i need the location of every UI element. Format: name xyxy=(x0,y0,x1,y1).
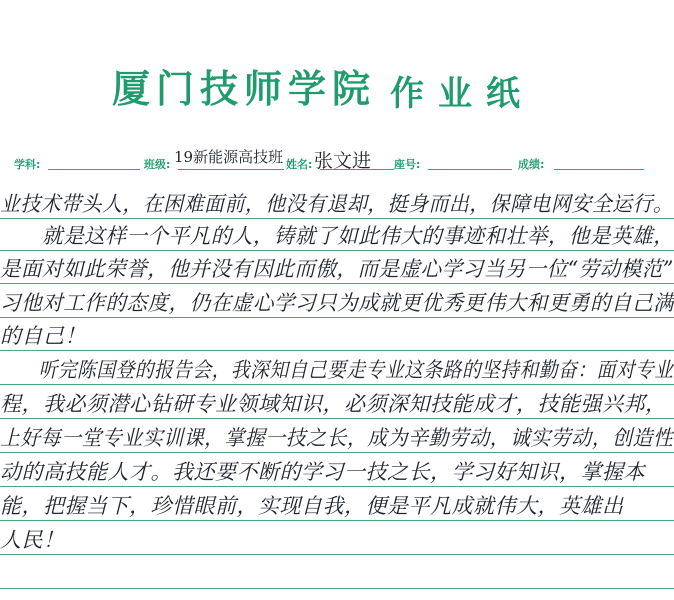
name-value: 张文进 xyxy=(314,150,372,172)
subject-label: 学科: xyxy=(14,158,41,171)
essay-line: 上好每一堂专业实训课，掌握一技之长，成为辛勤劳动，诚实劳动，创造性 xyxy=(0,426,674,450)
essay-line: 的自己！ xyxy=(0,324,86,348)
essay-line: 程，我必须潜心钻研专业领域知识，必须深知技能成才，技能强兴邦， xyxy=(0,392,667,416)
class-value: 19新能源高技班 xyxy=(174,148,284,166)
essay-line: 业技术带头人，在困难面前，他没有退却，挺身而出，保障电网安全运行。 xyxy=(0,192,674,216)
essay-line: 能，把握当下，珍惜眼前，实现自我，便是平凡成就伟大，英雄出 xyxy=(0,494,624,518)
school-name-title: 厦门技师学院 xyxy=(112,66,377,111)
essay-line: 是面对如此荣誉，他并没有因此而傲，而是虚心学习当另一位“劳动模范” xyxy=(0,257,674,281)
essay-line: 人民！ xyxy=(0,528,65,552)
essay-line: 听完陈国登的报告会，我深知自己要走专业这条路的坚持和勤奋：面对专业 xyxy=(0,358,674,382)
essay-line: 就是这样一个平凡的人，铸就了如此伟大的事迹和壮举，他是英雄， xyxy=(0,224,674,248)
essay-line: 习他对工作的态度，仍在虚心学习只为成就更优秀更伟大和更勇的自己满 xyxy=(0,291,674,315)
name-label: 姓名: xyxy=(286,158,313,171)
number-label: 座号: xyxy=(394,158,421,171)
paper-name-title: 作业纸 xyxy=(390,74,534,114)
essay-line: 动的高技能人才。我还要不断的学习一技之长，学习好知识，掌握本 xyxy=(0,460,645,484)
score-label: 成绩: xyxy=(518,158,545,171)
class-label: 班级: xyxy=(144,158,171,171)
